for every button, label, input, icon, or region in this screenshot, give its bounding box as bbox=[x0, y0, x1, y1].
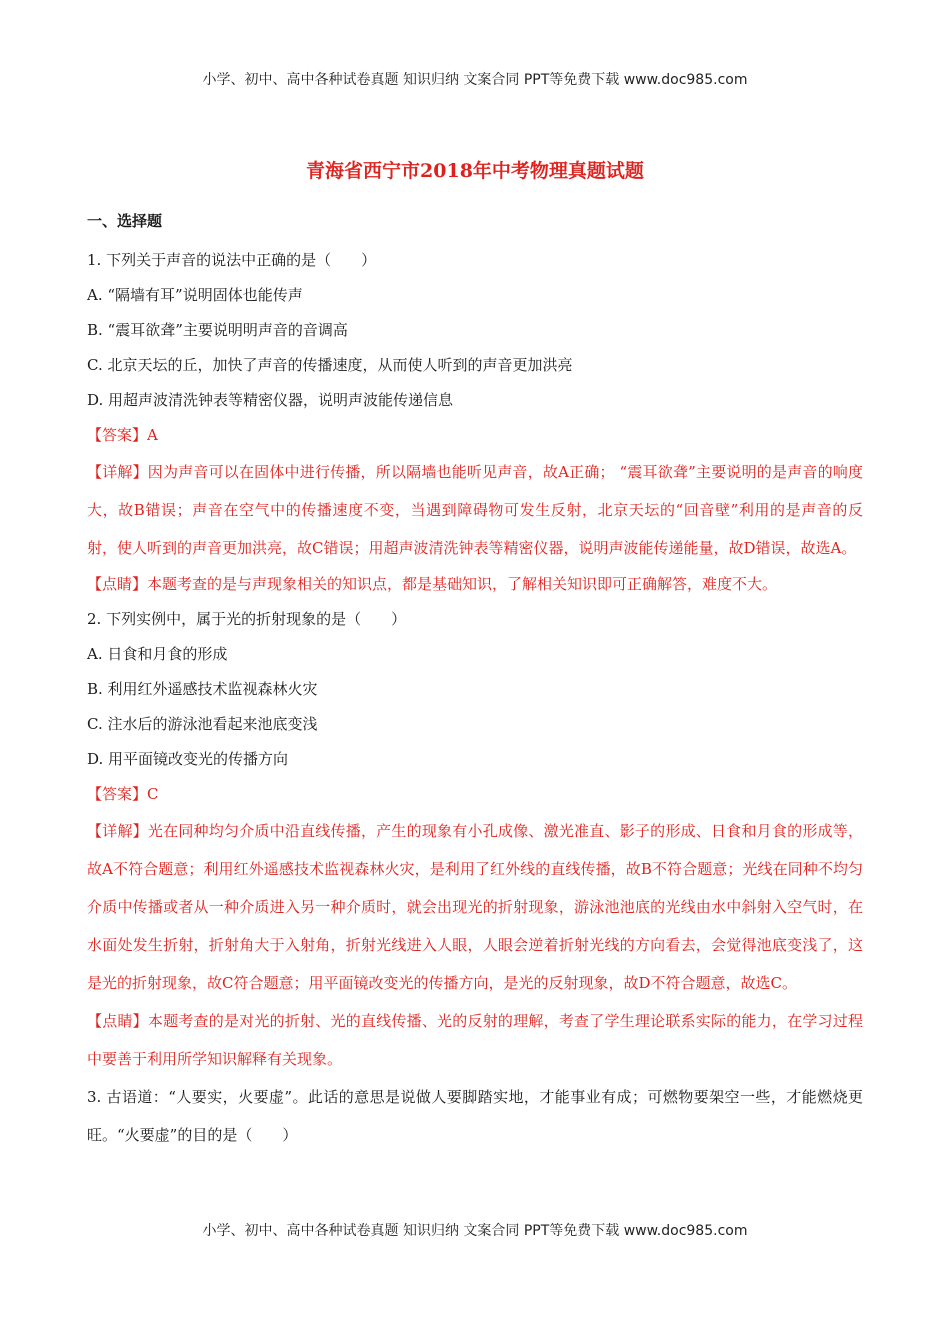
page-footer: 小学、初中、高中各种试卷真题 知识归纳 文案合同 PPT等免费下载 www.doc985.com bbox=[202, 1223, 748, 1239]
question-stem: 3. 古语道：“人要实，火要虚”。此话的意思是说做人要脚踏实地，才能事业有成；可燃物要架空一些，才能燃烧更旺。“火要虚”的目的是（ ） bbox=[87, 1088, 863, 1144]
question-stem: 2. 下列实例中，属于光的折射现象的是（ ） bbox=[87, 610, 407, 628]
option-a: A. “隔墙有耳”说明固体也能传声 bbox=[87, 286, 303, 304]
option-d: D. 用平面镜改变光的传播方向 bbox=[87, 750, 289, 768]
page-header: 小学、初中、高中各种试卷真题 知识归纳 文案合同 PPT等免费下载 www.doc985.com bbox=[202, 72, 748, 88]
question-2 bbox=[87, 602, 863, 1078]
option-b: B. 利用红外遥感技术监视森林火灾 bbox=[87, 680, 318, 698]
question-1 bbox=[87, 243, 863, 602]
section-heading: 一、选择题 bbox=[87, 212, 163, 230]
answer: 【答案】C bbox=[87, 785, 159, 803]
document-title: 青海省西宁市2018年中考物理真题试题 bbox=[306, 160, 644, 182]
explanation: 【详解】因为声音可以在固体中进行传播，所以隔墙也能听见声音，故A正确； “震耳欲聋”主要说明的是声音的响度大，故B错误；声音在空气中的传播速度不变，当遇到障碍物可发生反射，北京天坛的“回音壁”利用的是声音的反射，使人听到的声音更加洪亮，故C错误；用超声波清洗钟表等精密仪器，说明声波能传递能量，故D错误，故选A。 bbox=[87, 463, 863, 557]
question-stem: 1. 下列关于声音的说法中正确的是（ ） bbox=[87, 251, 377, 269]
explanation: 【详解】光在同种均匀介质中沿直线传播，产生的现象有小孔成像、激光准直、影子的形成、日食和月食的形成等，故A不符合题意；利用红外遥感技术监视森林火灾，是利用了红外线的直线传播，故B不符合题意；光线在同种不均匀介质中传播或者从一种介质进入另一种介质时，就会出现光的折射现象，游泳池池底的光线由水中斜射入空气时，在水面处发生折射，折射角大于入射角，折射光线进入人眼，人眼会逆着折射光线的方向看去，会觉得池底变浅了，这是光的折射现象，故C符合题意；用平面镜改变光的传播方向，是光的反射现象，故D不符合题意，故选C。 bbox=[87, 822, 863, 992]
answer: 【答案】A bbox=[87, 426, 158, 444]
comment: 【点睛】本题考查的是与声现象相关的知识点，都是基础知识，了解相关知识即可正确解答，难度不大。 bbox=[87, 575, 778, 593]
question-3 bbox=[87, 1078, 863, 1154]
option-a: A. 日食和月食的形成 bbox=[87, 645, 228, 663]
option-c: C. 注水后的游泳池看起来池底变浅 bbox=[87, 715, 318, 733]
option-b: B. “震耳欲聋”主要说明明声音的音调高 bbox=[87, 321, 348, 339]
comment: 【点睛】本题考查的是对光的折射、光的直线传播、光的反射的理解，考查了学生理论联系实际的能力，在学习过程中要善于利用所学知识解释有关现象。 bbox=[87, 1012, 863, 1068]
option-d: D. 用超声波清洗钟表等精密仪器，说明声波能传递信息 bbox=[87, 391, 454, 409]
document-body bbox=[87, 209, 863, 1154]
option-c: C. 北京天坛的丘，加快了声音的传播速度，从而使人听到的声音更加洪亮 bbox=[87, 356, 573, 374]
